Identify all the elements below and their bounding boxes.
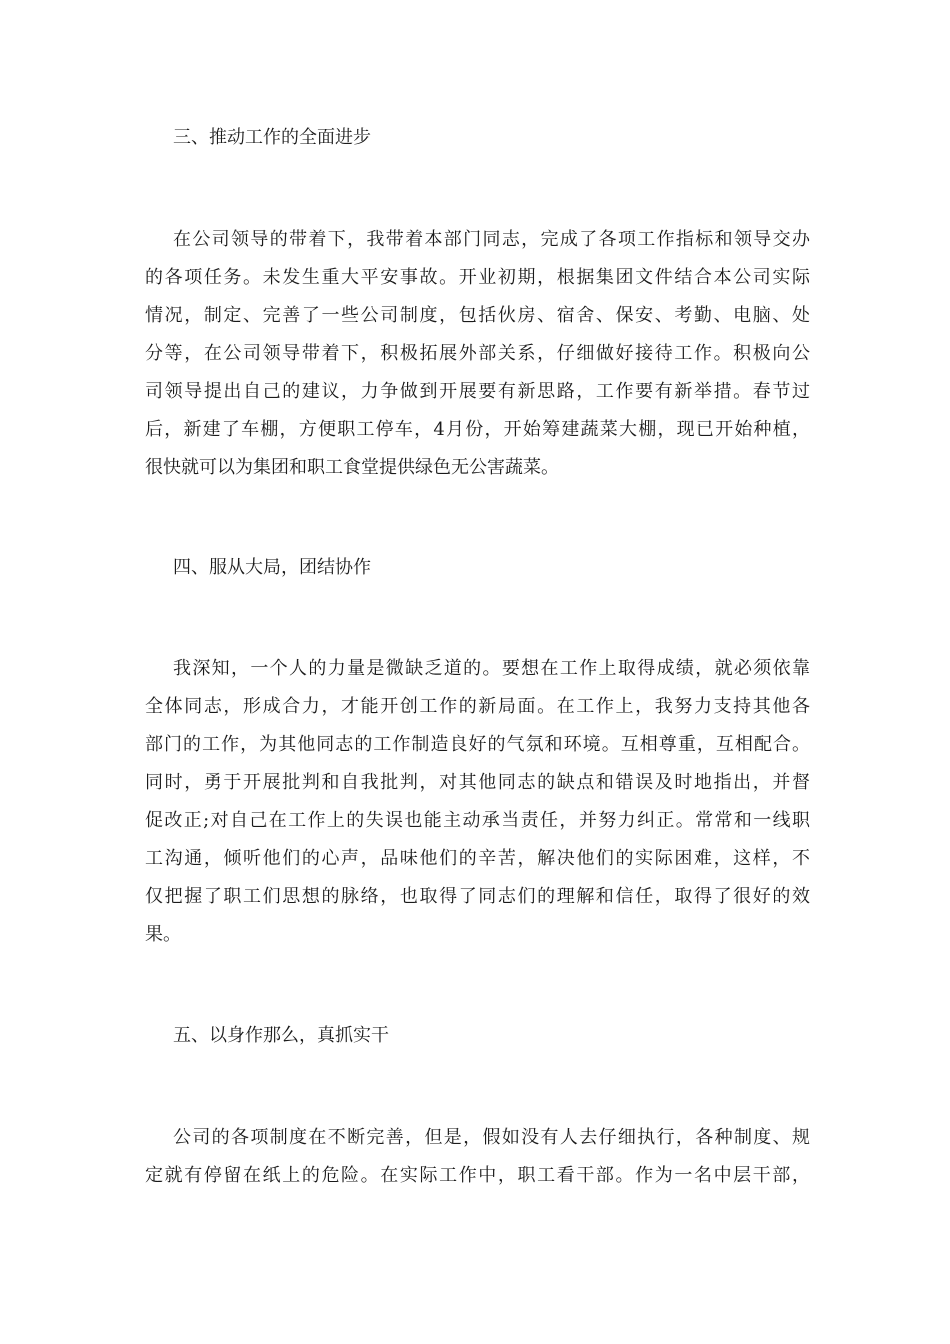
paragraph-line: 部门的工作，为其他同志的工作制造良好的气氛和环境。互相尊重，互相配合。 (145, 734, 810, 755)
paragraph-line: 情况，制定、完善了一些公司制度，包括伙房、宿舍、保安、考勤、电脑、处 (145, 305, 810, 326)
paragraph-section-4 (145, 650, 810, 954)
paragraph-line: 后，新建了车棚，方便职工停车，4月份，开始筹建蔬菜大棚，现已开始种植， (145, 419, 810, 440)
paragraph-line: 定就有停留在纸上的危险。在实际工作中，职工看干部。作为一名中层干部， (145, 1165, 810, 1186)
paragraph-line: 我深知，一个人的力量是微缺乏道的。要想在工作上取得成绩，就必须依靠 (173, 658, 810, 679)
paragraph-section-5 (145, 1119, 810, 1195)
paragraph-line: 工沟通，倾听他们的心声，品味他们的辛苦，解决他们的实际困难，这样，不 (145, 848, 810, 869)
paragraph-line: 促改正;对自己在工作上的失误也能主动承当责任，并努力纠正。常常和一线职 (145, 810, 810, 831)
paragraph-line: 的各项任务。未发生重大平安事故。开业初期，根据集团文件结合本公司实际 (145, 267, 810, 288)
paragraph-line: 全体同志，形成合力，才能开创工作的新局面。在工作上，我努力支持其他各 (145, 696, 810, 717)
paragraph-line: 分等，在公司领导带着下，积极拓展外部关系，仔细做好接待工作。积极向公 (145, 343, 810, 364)
paragraph-line: 公司的各项制度在不断完善，但是，假如没有人去仔细执行，各种制度、规 (173, 1127, 810, 1148)
paragraph-line: 司领导提出自己的建议，力争做到开展要有新思路，工作要有新举措。春节过 (145, 381, 810, 402)
paragraph-line: 仅把握了职工们思想的脉络，也取得了同志们的理解和信任，取得了很好的效 (145, 886, 810, 907)
paragraph-line: 果。 (145, 924, 181, 945)
section-heading-4: 四、服从大局，团结协作 (173, 557, 371, 578)
section-heading-5: 五、以身作那么，真抓实干 (173, 1025, 389, 1046)
section-heading-3: 三、推动工作的全面进步 (173, 127, 371, 148)
paragraph-line: 同时，勇于开展批判和自我批判，对其他同志的缺点和错误及时地指出，并督 (145, 772, 810, 793)
paragraph-line: 很快就可以为集团和职工食堂提供绿色无公害蔬菜。 (145, 457, 559, 478)
paragraph-section-3 (145, 221, 810, 487)
paragraph-line: 在公司领导的带着下，我带着本部门同志，完成了各项工作指标和领导交办 (173, 229, 810, 250)
